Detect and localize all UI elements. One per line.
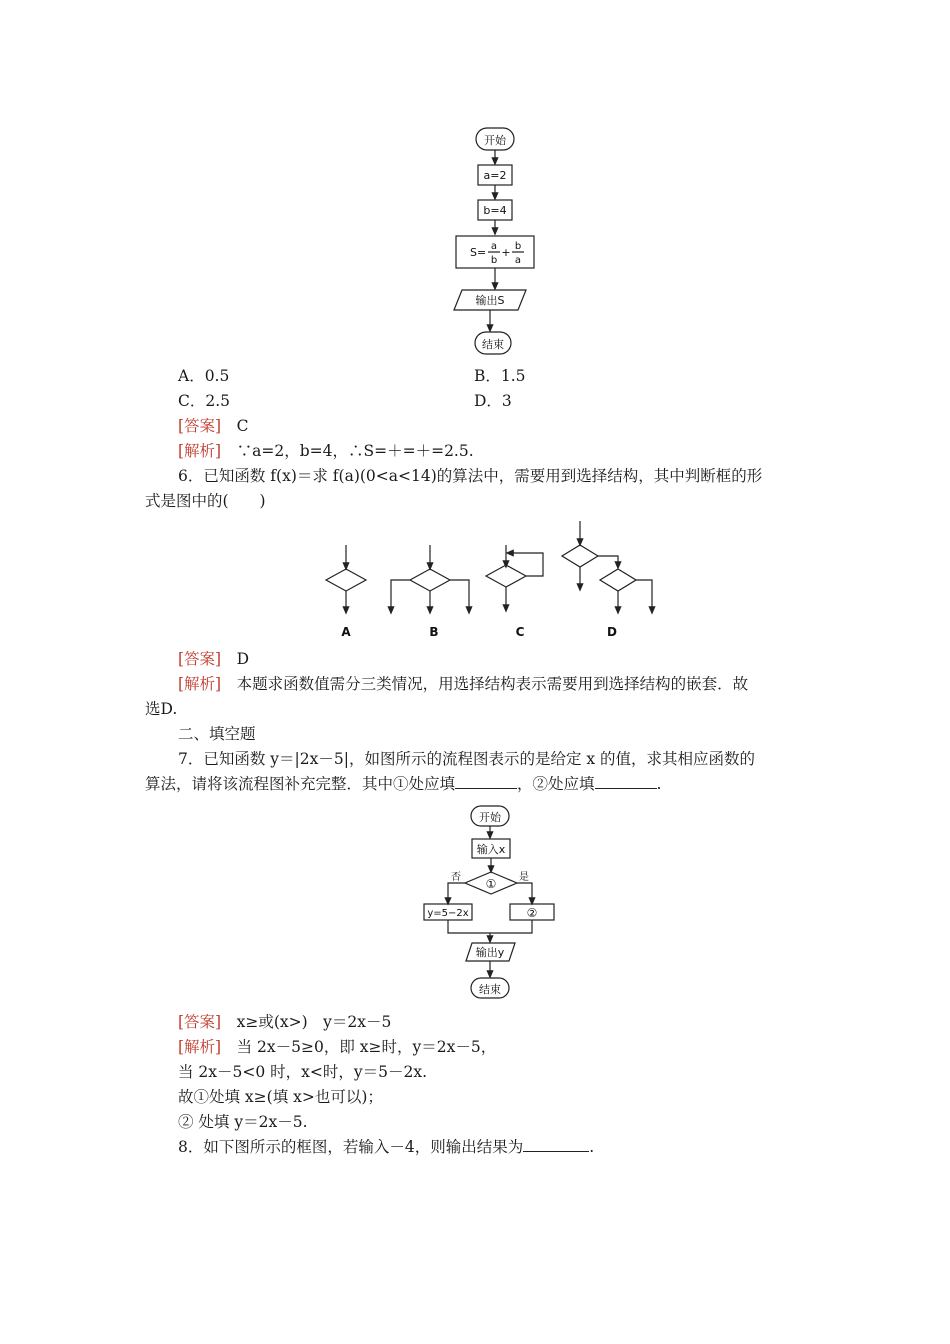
q7-analysis-text1: 当 2x－5≥0，即 x≥时，y＝2x－5， <box>236 1038 497 1056</box>
q5-option-a: A．0.5 <box>178 367 230 385</box>
flow1-end-text: 结束 <box>482 338 504 351</box>
q7-text-part1: 算法，请将该流程图补充完整．其中①处应填 <box>145 775 456 793</box>
q6-label-b: B <box>429 625 439 639</box>
q7-analysis-tag: [解析] <box>178 1038 222 1056</box>
q8-text-part2: . <box>589 1138 595 1156</box>
flow1-start-text: 开始 <box>484 134 506 147</box>
q6-decision-figures <box>0 515 950 645</box>
q6-analysis-line1 <box>178 674 748 694</box>
flow1-frac1-den: b <box>490 255 498 266</box>
q5-analysis <box>178 441 474 461</box>
q7-right-box-text: ② <box>526 906 538 920</box>
q6-label-c: C <box>515 625 525 639</box>
q7-text-part2: ，②处应填 <box>517 775 595 793</box>
q5-option-d: D．3 <box>474 392 512 410</box>
q7-analysis-line4: ② 处填 y＝2x－5. <box>178 1113 308 1131</box>
q7-blank-2[interactable] <box>595 774 657 789</box>
q7-question-line1: 7．已知函数 y＝|2x－5|，如图所示的流程图表示的是给定 x 的值，求其相应函数的 <box>178 750 756 768</box>
q7-analysis-line3: 故①处填 x≥(填 x>也可以)； <box>178 1088 383 1106</box>
q5-analysis-tag: [解析] <box>178 442 222 460</box>
q8-question-line1 <box>178 1137 594 1157</box>
q7-answer <box>178 1012 391 1032</box>
q5-answer <box>178 416 249 436</box>
q6-figure-d <box>562 521 652 639</box>
q7-input-text: 输入x <box>476 843 506 856</box>
q7-blank-1[interactable] <box>455 774 517 789</box>
flow1-formula-lhs: S= <box>470 246 487 259</box>
flow1-step-a-text: a=2 <box>483 169 507 182</box>
q7-text-part3: . <box>656 775 662 793</box>
q7-no-label: 否 <box>451 872 461 883</box>
flowchart-1 <box>0 0 950 360</box>
q6-question-line2: 式是图中的( ) <box>145 492 266 510</box>
q5-option-c: C．2.5 <box>178 392 231 410</box>
q6-analysis-text: 本题求函数值需分三类情况，用选择结构表示需要用到选择结构的嵌套．故 <box>236 675 749 693</box>
flow1-step-b-text: b=4 <box>483 204 507 217</box>
q7-analysis-line1 <box>178 1037 496 1057</box>
q6-figure-c <box>486 545 543 639</box>
q7-condition-text: ① <box>485 877 497 891</box>
q7-analysis-line2: 当 2x－5<0 时，x<时，y＝5－2x. <box>178 1063 428 1081</box>
flow1-frac1-num: a <box>490 241 498 252</box>
q6-answer <box>178 649 249 669</box>
q8-text-part1: 8．如下图所示的框图，若输入－4，则输出结果为 <box>178 1138 524 1156</box>
q7-answer-value: x≥或(x>) y＝2x－5 <box>236 1013 392 1031</box>
q6-label-a: A <box>341 625 351 639</box>
q6-answer-tag: [答案] <box>178 650 222 668</box>
q6-label-d: D <box>607 625 617 639</box>
q6-answer-value: D <box>236 650 250 668</box>
flow1-frac2-den: a <box>514 255 522 266</box>
q7-yes-label: 是 <box>519 872 529 883</box>
q6-figure-b <box>391 545 469 639</box>
flow1-plus: + <box>501 246 511 259</box>
q6-question-line1: 6．已知函数 f(x)＝求 f(a)(0<a<14)的算法中，需要用到选择结构，其中判断框的形 <box>178 467 763 485</box>
q5-answer-tag: [答案] <box>178 417 222 435</box>
q7-end-text: 结束 <box>479 983 501 996</box>
q7-start-text: 开始 <box>479 811 501 824</box>
q6-analysis-line2: 选D. <box>145 700 178 718</box>
q8-blank[interactable] <box>523 1137 589 1152</box>
q7-answer-tag: [答案] <box>178 1013 222 1031</box>
q5-option-b: B．1.5 <box>474 367 526 385</box>
q5-analysis-text: ∵a=2，b=4，∴S=＋=＋=2.5. <box>236 442 474 460</box>
q6-analysis-tag: [解析] <box>178 675 222 693</box>
flow1-frac2-num: b <box>514 241 522 252</box>
section-title-fill-in: 二、填空题 <box>178 725 256 743</box>
q7-output-text: 输出y <box>475 946 505 959</box>
flowchart-q7 <box>0 800 950 1005</box>
q7-left-box-text: y=5−2x <box>427 908 469 919</box>
q6-figure-a <box>326 545 366 639</box>
q7-question-line2 <box>145 774 661 794</box>
q5-answer-value: C <box>236 417 249 435</box>
flow1-output-text: 输出S <box>475 294 505 307</box>
